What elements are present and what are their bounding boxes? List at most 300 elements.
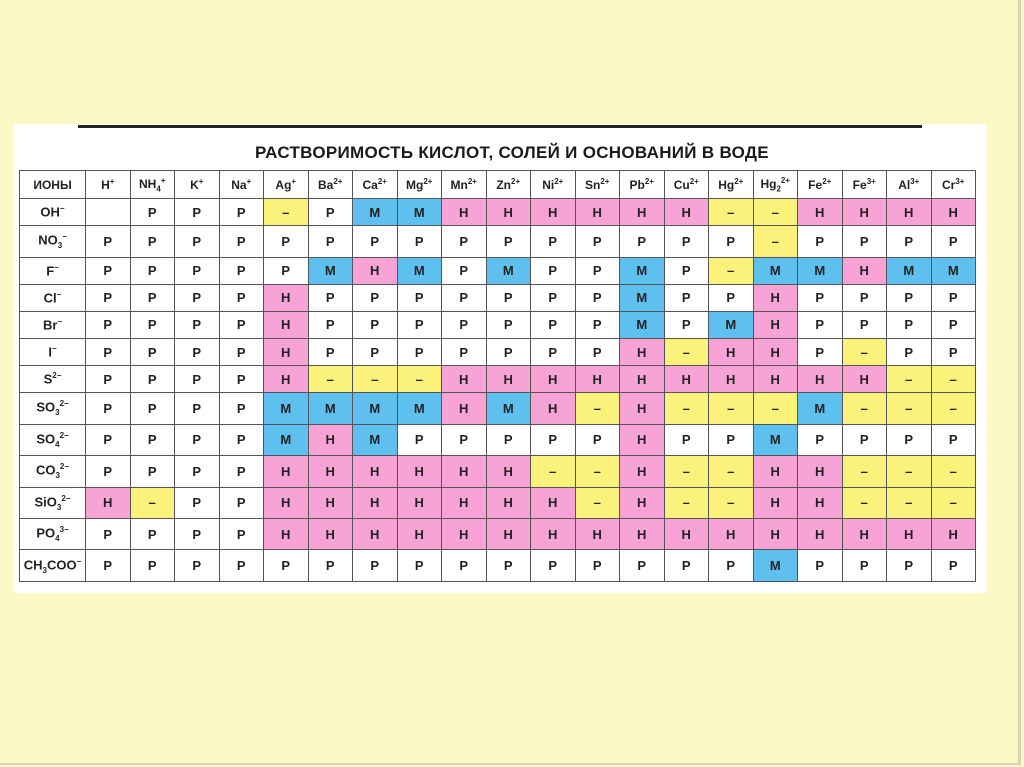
ion-base: SO bbox=[36, 399, 56, 415]
ion-charge: − bbox=[56, 290, 62, 300]
solubility-cell: Р bbox=[86, 518, 131, 549]
ion-base: I bbox=[48, 344, 52, 360]
cation-header bbox=[709, 171, 754, 199]
ion-charge: 2− bbox=[59, 462, 70, 472]
solubility-cell: Р bbox=[397, 550, 442, 582]
ion-base: Hg bbox=[760, 176, 777, 191]
solubility-cell: Р bbox=[308, 550, 353, 582]
cation-header bbox=[442, 171, 487, 199]
solubility-cell: М bbox=[264, 424, 309, 455]
solubility-cell: Н bbox=[264, 518, 309, 549]
solubility-cell: Н bbox=[531, 393, 576, 424]
solubility-cell: – bbox=[353, 366, 398, 393]
solubility-cell: – bbox=[575, 456, 620, 487]
solubility-cell: Р bbox=[664, 550, 709, 582]
solubility-cell: Р bbox=[842, 311, 887, 338]
solubility-cell: Н bbox=[620, 366, 665, 393]
solubility-cell: – bbox=[842, 456, 887, 487]
solubility-cell: Н bbox=[397, 456, 442, 487]
solubility-cell: Р bbox=[175, 393, 220, 424]
solubility-cell: Н bbox=[753, 518, 798, 549]
solubility-cell: Р bbox=[842, 550, 887, 582]
solubility-cell: Р bbox=[219, 393, 264, 424]
anion-header bbox=[20, 338, 86, 365]
solubility-cell: М bbox=[709, 311, 754, 338]
solubility-cell: Р bbox=[130, 199, 175, 226]
solubility-cell: Р bbox=[219, 226, 264, 257]
solubility-cell: Н bbox=[798, 199, 843, 226]
ion-base: Cu bbox=[673, 178, 690, 192]
solubility-cell: Р bbox=[219, 366, 264, 393]
solubility-cell: М bbox=[308, 257, 353, 284]
solubility-cell: Р bbox=[219, 424, 264, 455]
solubility-cell: Н bbox=[486, 487, 531, 518]
solubility-cell: Р bbox=[709, 550, 754, 582]
solubility-cell: Р bbox=[175, 199, 220, 226]
ion-charge: 2+ bbox=[780, 175, 791, 185]
solubility-cell: Р bbox=[175, 311, 220, 338]
solubility-cell: Н bbox=[486, 366, 531, 393]
ion-subscript: 4 bbox=[55, 534, 60, 544]
solubility-cell: – bbox=[842, 487, 887, 518]
anion-row bbox=[20, 487, 976, 518]
ion-base: Ba bbox=[318, 178, 334, 192]
ion-charge: 2− bbox=[61, 493, 71, 503]
ion-base: K bbox=[190, 178, 199, 192]
solubility-cell: Н bbox=[531, 487, 576, 518]
anion-row bbox=[20, 257, 976, 284]
solubility-cell: Н bbox=[798, 366, 843, 393]
ion-base: CH bbox=[23, 557, 43, 573]
solubility-cell: Н bbox=[86, 487, 131, 518]
ion-subscript: 3 bbox=[42, 565, 47, 575]
ion-subscript: 3 bbox=[55, 408, 60, 418]
ion-charge: 2+ bbox=[644, 177, 654, 186]
ion-charge: − bbox=[54, 262, 59, 272]
solubility-cell: Н bbox=[620, 199, 665, 226]
solubility-cell: Р bbox=[531, 311, 576, 338]
ions-corner-label: ИОНЫ bbox=[20, 171, 86, 199]
solubility-cell: Р bbox=[175, 550, 220, 582]
solubility-cell: – bbox=[709, 456, 754, 487]
solubility-cell: Р bbox=[175, 424, 220, 455]
solubility-cell: Р bbox=[486, 226, 531, 257]
solubility-cell: М bbox=[798, 257, 843, 284]
solubility-cell: – bbox=[664, 487, 709, 518]
solubility-cell: Р bbox=[931, 226, 976, 257]
solubility-cell: Р bbox=[308, 311, 353, 338]
ion-base: Pb bbox=[629, 178, 645, 192]
solubility-cell: Н bbox=[442, 366, 487, 393]
solubility-cell: Р bbox=[130, 226, 175, 257]
ion-base: H bbox=[101, 178, 110, 192]
ion-charge: + bbox=[160, 175, 166, 185]
solubility-cell bbox=[86, 199, 131, 226]
solubility-cell: М bbox=[620, 311, 665, 338]
solubility-cell: Н bbox=[397, 487, 442, 518]
solubility-cell: Н bbox=[842, 366, 887, 393]
solubility-cell: – bbox=[709, 199, 754, 226]
ion-base: NH bbox=[139, 176, 157, 191]
ion-subscript: 3 bbox=[57, 241, 63, 251]
solubility-cell: – bbox=[842, 393, 887, 424]
solubility-cell: Н bbox=[308, 518, 353, 549]
solubility-cell: Р bbox=[264, 226, 309, 257]
cation-header bbox=[798, 171, 843, 199]
solubility-cell: Н bbox=[531, 199, 576, 226]
ion-base: Al bbox=[898, 178, 911, 192]
solubility-cell: Р bbox=[798, 311, 843, 338]
solubility-cell: Н bbox=[931, 518, 976, 549]
cation-header bbox=[175, 171, 220, 199]
ion-base: Zn bbox=[496, 178, 512, 192]
ion-charge: − bbox=[76, 556, 82, 566]
solubility-cell: Р bbox=[931, 311, 976, 338]
solubility-cell: Н bbox=[620, 456, 665, 487]
solubility-cell: М bbox=[353, 424, 398, 455]
solubility-cell: Н bbox=[709, 366, 754, 393]
cation-header bbox=[753, 171, 798, 199]
solubility-cell: Р bbox=[397, 424, 442, 455]
ion-base: Ca bbox=[362, 178, 378, 192]
ion-base: PO bbox=[36, 525, 56, 541]
solubility-cell: М bbox=[753, 550, 798, 582]
ion-charge: 2+ bbox=[377, 177, 387, 186]
anion-header bbox=[20, 424, 86, 455]
ion-charge: 2− bbox=[59, 399, 69, 409]
solubility-cell: Н bbox=[753, 456, 798, 487]
anion-header bbox=[20, 456, 86, 487]
ion-charge: 2+ bbox=[822, 177, 832, 186]
solubility-cell: Р bbox=[397, 338, 442, 365]
ion-tail: COO bbox=[46, 557, 77, 573]
solubility-cell: Н bbox=[442, 456, 487, 487]
ion-charge: − bbox=[57, 317, 63, 327]
solubility-cell: М bbox=[264, 393, 309, 424]
solubility-cell: Р bbox=[397, 226, 442, 257]
solubility-cell: Н bbox=[308, 487, 353, 518]
solubility-cell: М bbox=[753, 424, 798, 455]
ion-charge: 2− bbox=[52, 371, 62, 381]
solubility-cell: Р bbox=[175, 456, 220, 487]
table-title: РАСТВОРИМОСТЬ КИСЛОТ, СОЛЕЙ И ОСНОВАНИЙ В ВОДЕ bbox=[255, 143, 769, 162]
cation-header bbox=[353, 171, 398, 199]
solubility-cell: – bbox=[575, 393, 620, 424]
solubility-cell: Р bbox=[219, 199, 264, 226]
solubility-cell: Р bbox=[397, 311, 442, 338]
solubility-cell: Р bbox=[219, 487, 264, 518]
solubility-cell: Р bbox=[175, 338, 220, 365]
solubility-cell: М bbox=[931, 257, 976, 284]
solubility-cell: Р bbox=[486, 284, 531, 311]
solubility-cell: Н bbox=[486, 199, 531, 226]
solubility-cell: Н bbox=[620, 393, 665, 424]
solubility-cell: Р bbox=[175, 518, 220, 549]
anion-header bbox=[20, 284, 86, 311]
ion-base: F bbox=[46, 263, 55, 279]
solubility-cell: Н bbox=[442, 199, 487, 226]
ion-charge: − bbox=[59, 204, 65, 214]
solubility-cell: М bbox=[887, 257, 932, 284]
ion-charge: + bbox=[291, 177, 297, 186]
solubility-cell: Н bbox=[442, 487, 487, 518]
ion-charge: 2+ bbox=[423, 177, 433, 186]
solubility-cell: Р bbox=[798, 284, 843, 311]
solubility-cell: Р bbox=[486, 338, 531, 365]
anion-header bbox=[20, 199, 86, 226]
solubility-cell: Р bbox=[130, 284, 175, 311]
solubility-cell: Р bbox=[308, 199, 353, 226]
solubility-cell: Р bbox=[575, 226, 620, 257]
solubility-cell: Р bbox=[353, 311, 398, 338]
solubility-cell: Р bbox=[664, 257, 709, 284]
anion-header bbox=[20, 550, 86, 582]
solubility-cell: Р bbox=[86, 456, 131, 487]
solubility-cell: Р bbox=[130, 424, 175, 455]
table-body bbox=[20, 199, 976, 582]
solubility-cell: Р bbox=[86, 366, 131, 393]
anion-header bbox=[20, 487, 86, 518]
solubility-cell: – bbox=[887, 393, 932, 424]
solubility-cell: Р bbox=[219, 338, 264, 365]
solubility-cell: Н bbox=[575, 199, 620, 226]
solubility-cell: Р bbox=[442, 550, 487, 582]
solubility-cell: Н bbox=[753, 366, 798, 393]
solubility-cell: Н bbox=[753, 487, 798, 518]
anion-row bbox=[20, 338, 976, 365]
ion-base: SO bbox=[36, 431, 56, 447]
solubility-cell: Р bbox=[353, 284, 398, 311]
solubility-cell: Р bbox=[219, 257, 264, 284]
ion-base: Sn bbox=[585, 178, 601, 192]
solubility-cell: Н bbox=[842, 257, 887, 284]
solubility-cell: Р bbox=[531, 284, 576, 311]
ion-charge: 2− bbox=[59, 430, 69, 440]
solubility-cell: Н bbox=[353, 257, 398, 284]
solubility-cell: – bbox=[887, 366, 932, 393]
solubility-cell: Р bbox=[931, 550, 976, 582]
ion-base: Hg bbox=[718, 178, 735, 192]
solubility-cell: Р bbox=[86, 257, 131, 284]
solubility-cell: Р bbox=[575, 311, 620, 338]
solubility-cell: – bbox=[575, 487, 620, 518]
solubility-cell: Р bbox=[86, 550, 131, 582]
ion-subscript: 3 bbox=[55, 471, 60, 481]
solubility-cell: – bbox=[753, 199, 798, 226]
solubility-cell: Р bbox=[308, 284, 353, 311]
solubility-cell: Р bbox=[575, 424, 620, 455]
solubility-cell: Н bbox=[887, 518, 932, 549]
solubility-cell: Р bbox=[887, 338, 932, 365]
ion-base: Br bbox=[42, 317, 58, 333]
ion-charge: 3+ bbox=[866, 177, 876, 186]
solubility-cell: – bbox=[130, 487, 175, 518]
solubility-cell: – bbox=[887, 487, 932, 518]
solubility-cell: Н bbox=[931, 199, 976, 226]
ion-subscript: 4 bbox=[55, 439, 60, 449]
solubility-cell: Р bbox=[219, 284, 264, 311]
anion-row bbox=[20, 311, 976, 338]
solubility-cell: М bbox=[753, 257, 798, 284]
cation-header bbox=[308, 171, 353, 199]
ion-subscript: 2 bbox=[776, 184, 781, 194]
ion-charge: + bbox=[109, 177, 115, 186]
ion-charge: 2+ bbox=[734, 177, 744, 186]
solubility-cell: Р bbox=[130, 456, 175, 487]
solubility-cell: – bbox=[709, 257, 754, 284]
solubility-cell: – bbox=[842, 338, 887, 365]
solubility-cell: Р bbox=[842, 424, 887, 455]
cation-header bbox=[486, 171, 531, 199]
cation-header bbox=[130, 171, 175, 199]
solubility-cell: – bbox=[664, 393, 709, 424]
solubility-cell: Р bbox=[308, 226, 353, 257]
solubility-cell: Р bbox=[887, 424, 932, 455]
solubility-cell: Р bbox=[219, 550, 264, 582]
solubility-cell: Р bbox=[86, 338, 131, 365]
solubility-cell: Р bbox=[442, 338, 487, 365]
solubility-cell: Н bbox=[887, 199, 932, 226]
solubility-cell: Р bbox=[664, 424, 709, 455]
ion-subscript: 3 bbox=[56, 502, 62, 512]
solubility-cell: Н bbox=[397, 518, 442, 549]
ion-charge: 2+ bbox=[600, 177, 610, 186]
solubility-cell: Н bbox=[308, 456, 353, 487]
ion-base: NO bbox=[38, 232, 58, 248]
solubility-cell: Р bbox=[575, 284, 620, 311]
anion-row bbox=[20, 518, 976, 549]
cation-header bbox=[397, 171, 442, 199]
solubility-cell: М bbox=[397, 393, 442, 424]
solubility-cell: М bbox=[353, 199, 398, 226]
solubility-cell: – bbox=[397, 366, 442, 393]
anion-row bbox=[20, 366, 976, 393]
solubility-cell: Н bbox=[531, 366, 576, 393]
solubility-cell: М bbox=[397, 199, 442, 226]
solubility-cell: Р bbox=[486, 311, 531, 338]
solubility-cell: – bbox=[931, 487, 976, 518]
solubility-cell: – bbox=[709, 487, 754, 518]
ion-charge: 2+ bbox=[689, 177, 699, 186]
solubility-cell: – bbox=[931, 456, 976, 487]
ion-charge: + bbox=[198, 177, 204, 186]
solubility-cell: Р bbox=[798, 226, 843, 257]
anion-row bbox=[20, 456, 976, 487]
ion-base: Cl bbox=[43, 290, 57, 306]
ion-base: Ag bbox=[275, 178, 292, 192]
solubility-cell: Р bbox=[219, 456, 264, 487]
ion-charge: + bbox=[246, 177, 252, 186]
anion-header bbox=[20, 518, 86, 549]
solubility-cell: – bbox=[753, 226, 798, 257]
anion-row bbox=[20, 284, 976, 311]
solubility-cell: Н bbox=[753, 311, 798, 338]
ion-base: S bbox=[43, 371, 53, 387]
cation-header-row bbox=[20, 171, 976, 199]
solubility-cell: Р bbox=[130, 338, 175, 365]
solubility-cell: Н bbox=[531, 518, 576, 549]
ion-charge: 3+ bbox=[910, 177, 920, 186]
solubility-cell: Р bbox=[86, 284, 131, 311]
ion-base: Mn bbox=[450, 178, 468, 192]
solubility-cell: Н bbox=[664, 518, 709, 549]
solubility-cell: Р bbox=[575, 338, 620, 365]
solubility-cell: Н bbox=[664, 199, 709, 226]
solubility-cell: Р bbox=[175, 257, 220, 284]
solubility-cell: Р bbox=[709, 424, 754, 455]
solubility-cell: Р bbox=[130, 550, 175, 582]
solubility-cell: Р bbox=[887, 284, 932, 311]
solubility-cell: Н bbox=[842, 518, 887, 549]
solubility-cell: Р bbox=[130, 518, 175, 549]
solubility-cell: Р bbox=[531, 550, 576, 582]
cation-header bbox=[620, 171, 665, 199]
solubility-cell: Р bbox=[798, 338, 843, 365]
ion-base: Ni bbox=[542, 178, 555, 192]
solubility-cell: Р bbox=[664, 226, 709, 257]
solubility-cell: Р bbox=[842, 226, 887, 257]
solubility-cell: Р bbox=[353, 226, 398, 257]
solubility-cell: Р bbox=[264, 257, 309, 284]
solubility-cell: Р bbox=[353, 550, 398, 582]
solubility-cell: Н bbox=[842, 199, 887, 226]
solubility-cell: Р bbox=[798, 424, 843, 455]
solubility-cell: Н bbox=[486, 518, 531, 549]
solubility-cell: Р bbox=[130, 311, 175, 338]
cation-header bbox=[575, 171, 620, 199]
solubility-cell: Р bbox=[442, 226, 487, 257]
solubility-cell: Н bbox=[353, 518, 398, 549]
ion-base: SiO bbox=[34, 494, 57, 510]
solubility-cell: Н bbox=[709, 518, 754, 549]
solubility-cell: Р bbox=[86, 226, 131, 257]
ion-charge: 2+ bbox=[554, 177, 564, 186]
ion-base: Cr bbox=[942, 178, 956, 192]
solubility-cell: – bbox=[887, 456, 932, 487]
solubility-cell: Н bbox=[264, 366, 309, 393]
solubility-cell: Н bbox=[753, 338, 798, 365]
solubility-cell: Н bbox=[620, 487, 665, 518]
solubility-cell: Н bbox=[353, 487, 398, 518]
solubility-cell: Р bbox=[353, 338, 398, 365]
solubility-cell: – bbox=[931, 393, 976, 424]
cation-header bbox=[531, 171, 576, 199]
cation-header bbox=[219, 171, 264, 199]
cation-header bbox=[887, 171, 932, 199]
cation-header bbox=[664, 171, 709, 199]
anion-row bbox=[20, 199, 976, 226]
solubility-cell: – bbox=[931, 366, 976, 393]
solubility-cell: М bbox=[486, 393, 531, 424]
solubility-table bbox=[19, 170, 976, 582]
solubility-cell: Р bbox=[887, 550, 932, 582]
solubility-cell: Р bbox=[531, 257, 576, 284]
anion-header bbox=[20, 393, 86, 424]
ion-base: OH bbox=[40, 204, 60, 220]
anion-header bbox=[20, 226, 86, 257]
solubility-cell: Р bbox=[664, 311, 709, 338]
cation-header bbox=[842, 171, 887, 199]
anion-row bbox=[20, 226, 976, 257]
solubility-cell: М bbox=[620, 284, 665, 311]
anion-row bbox=[20, 550, 976, 582]
solubility-cell: – bbox=[664, 456, 709, 487]
solubility-cell: Р bbox=[130, 366, 175, 393]
solubility-cell: Н bbox=[575, 366, 620, 393]
cation-header bbox=[264, 171, 309, 199]
cation-header bbox=[931, 171, 976, 199]
solubility-cell: Р bbox=[709, 226, 754, 257]
